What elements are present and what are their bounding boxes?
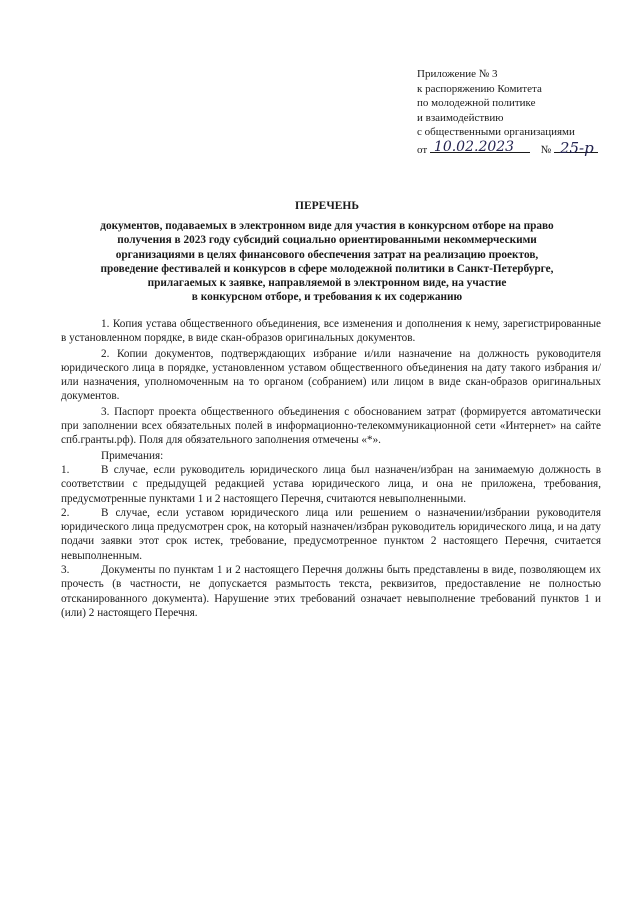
note-1 xyxy=(61,463,601,506)
date-underline xyxy=(430,139,530,156)
note-text: Документы по пунктам 1 и 2 настоящего Перечня должны быть представлены в виде, позволяющем их прочесть (в частности, не допускается размытость текста, реквизитов, предоставление не полностью отсканированного документа). Нарушение этих требований означает невыполнение требований пунктов 1 и (или) 2 настоящего Перечня. xyxy=(61,564,601,619)
note-number: 3. xyxy=(61,564,70,577)
list-item-2: 2. Копии документов, подтверждающих избрание и/или назначение на должность руководителя юридического лица в порядке, установленном уставом общественного объединения на дату такого избрания и/или назначения, уполномоченным на то органом (собранием) или лицом в виде скан-образов оригинальных документов. xyxy=(61,347,601,403)
handwritten-date: 10.02.2023 xyxy=(433,139,515,156)
appendix-header xyxy=(417,67,632,158)
appendix-line-3: по молодежной политике xyxy=(417,97,536,110)
note-text: В случае, если руководитель юридического лица был назначен/избран на занимаемую должность в соответствии с предыдущей редакцией устава юридического лица, и она не приложена, требования, предусмотренные пунктами 1 и 2 настоящего Перечня, считаются невыполненными. xyxy=(61,463,601,505)
number-prefix: № xyxy=(540,143,552,156)
title-line: в конкурсном отборе, и требования к их содержанию xyxy=(191,291,463,304)
title-line: проведение фестивалей и конкурсов в сфере молодежной политики в Санкт-Петербурге, xyxy=(100,262,554,275)
note-text: В случае, если уставом юридического лица или решением о назначении/избрании руководителя юридического лица предусмотрен срок, на который назначен/избран руководитель юридического лица, и на дату подачи заявки этот срок истек, требование, предусмотренное пунктом 2 настоящего Перечня, считается невыполненным. xyxy=(61,506,601,562)
handwritten-number: 25-р xyxy=(559,139,594,158)
title-line: прилагаемых к заявке, направляемой в электронном виде, на участие xyxy=(147,277,507,290)
note-number: 2. xyxy=(61,506,70,519)
document-title xyxy=(60,199,594,304)
list-item-3: 3. Паспорт проекта общественного объединения с обоснованием затрат (формируется автоматически при заполнении всех обязательных полей в информационно-телекоммуникационной сети «Интернет» на сайте спб.гранты.рф). Поля для обязательного заполнения отмечены «*». xyxy=(61,405,601,447)
date-prefix: от xyxy=(417,143,428,156)
title-line: организациями в целях финансового обеспечения затрат на реализацию проектов, xyxy=(115,248,539,261)
number-underline xyxy=(554,139,598,158)
title-heading: ПЕРЕЧЕНЬ xyxy=(295,200,359,212)
appendix-number: Приложение № 3 xyxy=(417,68,498,80)
appendix-line-4: и взаимодействию xyxy=(417,111,504,124)
note-3 xyxy=(61,563,601,620)
appendix-line-5: с общественными организациями xyxy=(417,126,575,139)
note-number: 1. xyxy=(61,463,70,476)
notes-heading: Примечания: xyxy=(101,449,164,462)
title-line: получения в 2023 году субсидий социально ориентированными некоммерческими xyxy=(117,234,537,247)
appendix-line-2: к распоряжению Комитета xyxy=(417,82,542,95)
title-line: документов, подаваемых в электронном виде для участия в конкурсном отборе на право xyxy=(100,220,554,233)
document-body xyxy=(61,317,601,620)
note-2 xyxy=(61,506,601,563)
list-item-1: 1. Копия устава общественного объединения, все изменения и дополнения к нему, зарегистрированные в установленном порядке, в виде скан-образов оригинальных документов. xyxy=(61,318,601,345)
appendix-date-line xyxy=(417,140,632,158)
